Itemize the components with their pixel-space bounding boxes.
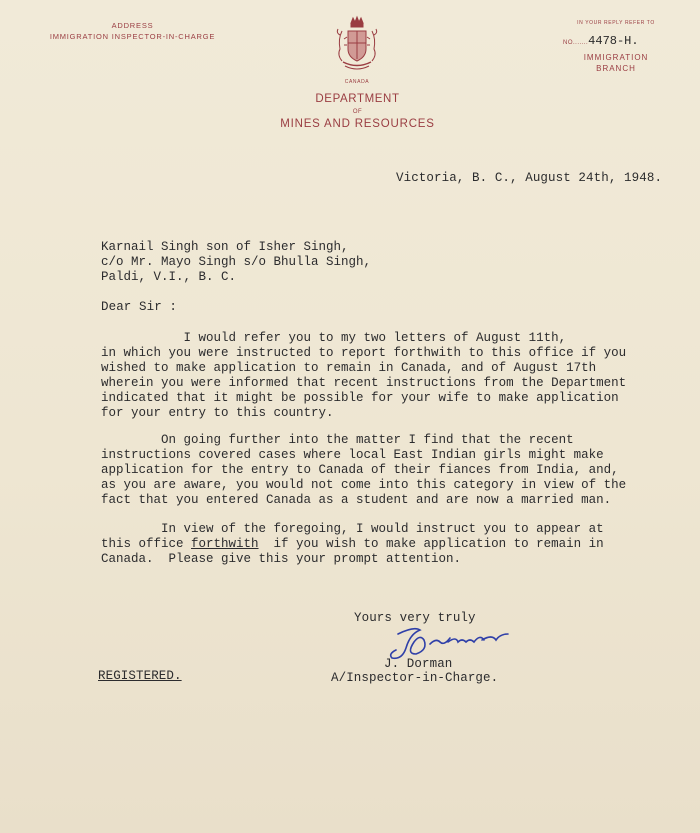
recipient-line: c/o Mr. Mayo Singh s/o Bhulla Singh, [101,255,372,269]
emphasis-forthwith: forthwith [191,537,259,551]
paragraph-line: On going further into the matter I find that the recent [101,433,574,447]
paragraph-line: In view of the foregoing, I would instruct you to appear at [101,522,604,536]
recipient-line: Karnail Singh son of Isher Singh, [101,240,349,254]
paragraph-line: application for the entry to Canada of their fiances from India, and, [101,463,619,477]
paragraph-2 [101,433,626,508]
file-number: 4478-H. [588,34,639,48]
paragraph-line [101,537,604,552]
paragraph-line: I would refer you to my two letters of August 11th, [101,331,567,345]
paragraph-1 [101,331,626,421]
coat-of-arms-icon [334,15,380,77]
paragraph-text: if you wish to make application to remain in [258,537,604,551]
recipient-address [101,240,371,285]
department-label: DEPARTMENT [315,93,400,105]
paragraph-line: indicated that it might be possible for your wife to make application [101,391,619,405]
address-to: IMMIGRATION INSPECTOR-IN-CHARGE [49,32,216,41]
address-label: ADDRESS [111,21,154,30]
paragraph-text: this office [101,537,192,551]
department-of-label: OF [352,109,363,115]
branch-block [566,52,666,74]
country-label: CANADA [344,79,370,85]
registered-marking: REGISTERED. [98,669,182,683]
place-date: Victoria, B. C., August 24th, 1948. [396,171,663,185]
paragraph-line: fact that you entered Canada as a student and are now a married man. [101,493,612,507]
paragraph-line: wished to make application to remain in Canada, and of August 17th [101,361,597,375]
paragraph-line: wherein you were informed that recent instructions from the Department [101,376,627,390]
reply-reference-label: IN YOUR REPLY REFER TO [577,20,655,26]
signer-title: A/Inspector-in-Charge. [331,671,499,685]
salutation: Dear Sir : [101,300,178,314]
address-block [30,20,235,42]
paragraph-line: instructions covered cases where local East Indian girls might make [101,448,604,462]
paragraph-line: for your entry to this country. [101,406,334,420]
branch-line-1: IMMIGRATION [583,53,649,62]
file-number-prefix: NO....... [563,40,589,46]
branch-line-2: BRANCH [596,64,636,73]
recipient-line: Paldi, V.I., B. C. [101,270,237,284]
paragraph-line: Canada. Please give this your prompt attention. [101,552,462,566]
signer-name: J. Dorman [384,657,453,671]
file-number-line [563,34,639,48]
paragraph-line: in which you were instructed to report forthwith to this office if you [101,346,627,360]
closing: Yours very truly [354,611,476,625]
paragraph-3 [101,522,604,567]
paragraph-line: as you are aware, you would not come into this category in view of the [101,478,627,492]
ministry-label: MINES AND RESOURCES [280,118,435,130]
